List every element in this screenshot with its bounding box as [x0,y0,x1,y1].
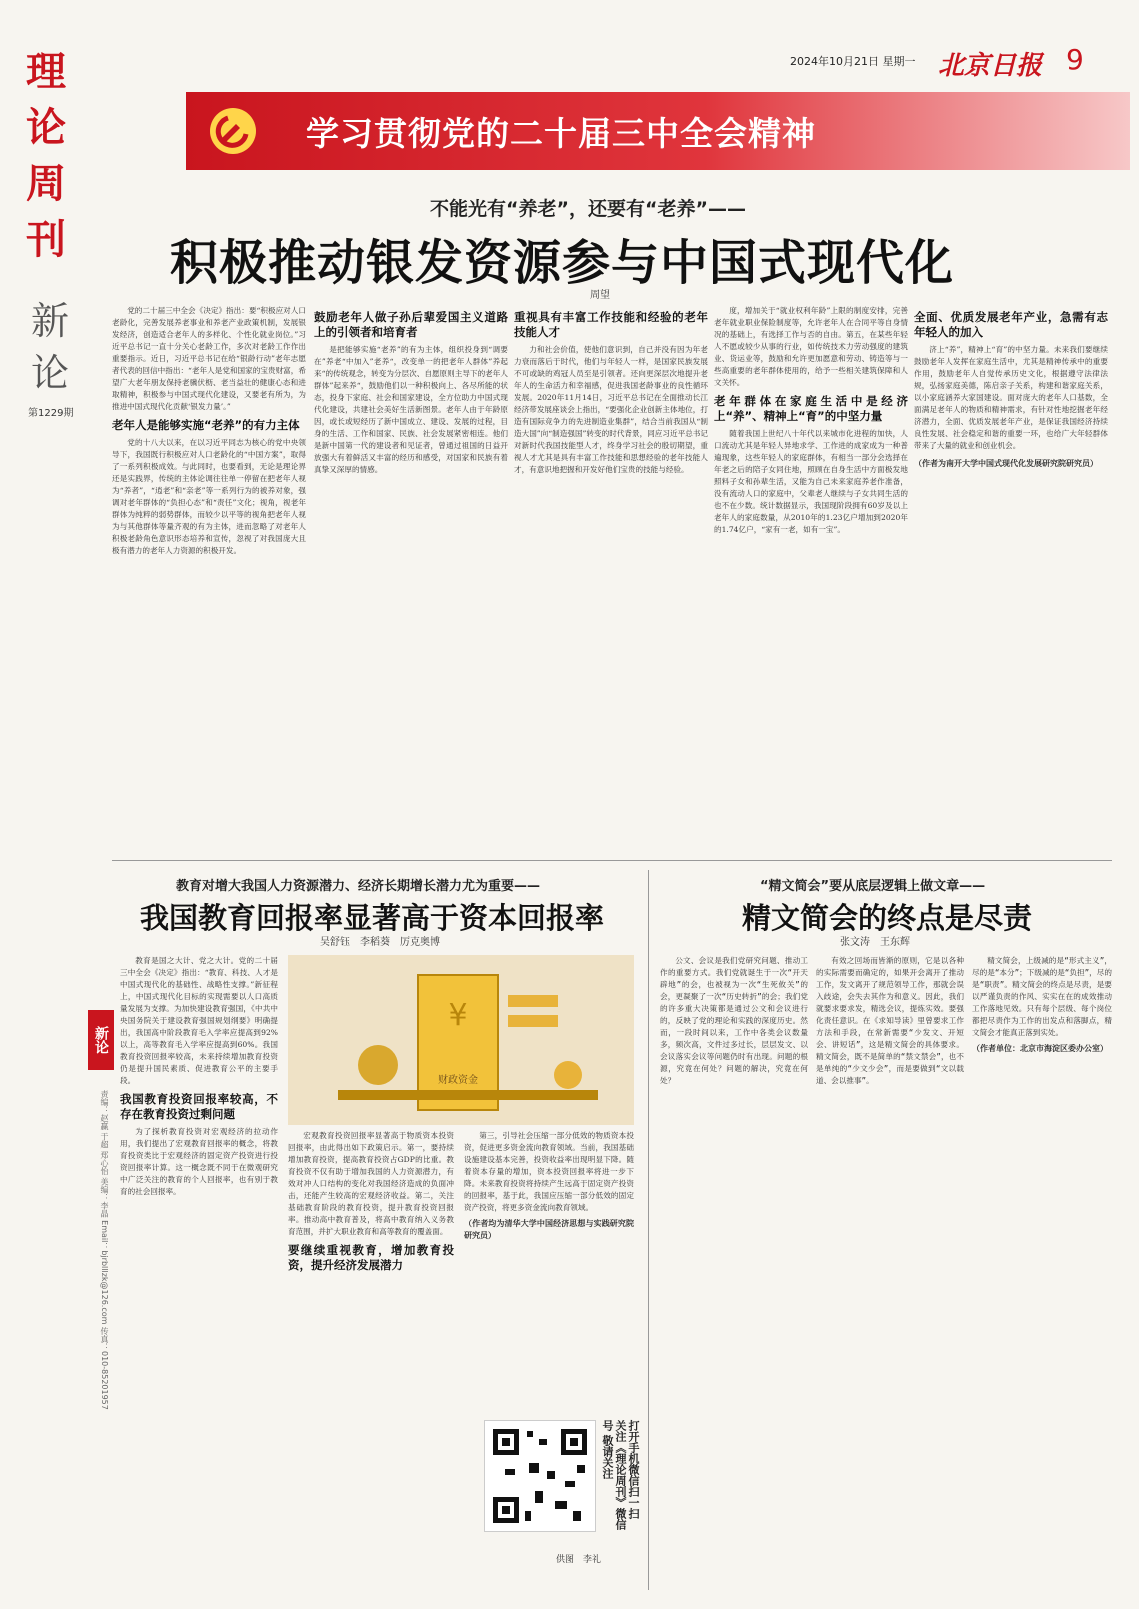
article1-column-1 [112,305,306,850]
article1-subheading: 老年人是能够实施“老养”的有力主体 [112,418,300,432]
divider-vertical [648,870,649,1590]
article1-paragraph: 是把能够实施“老养”的有为主体，组织投身到“调要在”养老“中加入”老养“，改变单一的把老年人群体”养起来“的传统观念，转变为分层次、自愿原则主导下的老年人群体”起来养“，鼓励他们以一种积极向上、各尽所能的状态，投身下家庭、社会和国家建设，全方位助力中国式现代化建设，共建社会美好生活新图景。老年人由于年龄原因，或长或短经历了新中国成立、建设、发展的过程，目身的生活、工作和国家、民族、社会发展紧密相连。他们是新中国第一代的建设者和见证者，曾通过祖国的日益开放强大有着鲜活又丰富的经历和感受，对国家和民族有着真挚又深厚的情感。 [314,345,508,474]
article1-paragraph: 济上“养”，精神上“育”的中坚力量。未来我们要继续鼓励老年人发挥在家庭生活中，尤其是精神传承中的重要作用，鼓励老年人自觉传承历史文化，根据遵守法律法规，弘扬家庭美德，陈启亲子关系，构建和谐家庭关系，以小家庭涵养大家国建设。面对庞大的老年人口基数，全面满足老年人的物质和精神需求，有针对性地挖掘老年经济潜力，全面、优质发展老年产业，是保证我国经济持续良性发展、社会稳定和谐的重要一环，也给广大年轻群体带来了大量的就业和创业机会。 [914,345,1108,450]
section-title-char: 刊 [26,216,66,263]
sidebar-badge: 新论 [88,1010,114,1070]
illustration-credit: 供图 李礼 [556,1555,602,1565]
article1-author-note: （作者为南开大学中国式现代化发展研究院研究员） [914,459,1098,468]
article1-paragraph: 党的十八大以来，在以习近平同志为核心的党中央领导下，我国既行积极应对人口老龄化的“中国方案”，取得了一系列积极成效。与此同时，也要看到，无论是理论界还是实践界，传统的主体论调往往单一停留在把老年人视为“养者”，“逍老”和“亲老”等一系列行为的被养对象，强调对老年群体的“负担心态”和“责任”文化；视角，视老年群体为纯粹的弱势群体，而较少以平等的视角把老年人视为与其他群体等量齐观的有为主体，进而忽略了对老年人积极老龄角色意识形态培养和宣传，忽视了对我国庞大且极有潜力的老年人力资源的积极开发。 [112,438,306,555]
article1-column-2 [314,305,508,850]
masthead-date: 2024年10月21日 星期一 [790,55,916,68]
article2-kicker: 教育对增大我国人力资源潜力、经济长期增长潜力尤为重要—— [176,879,541,894]
article1-headline: 积极推动银发资源参与中国式现代化 [170,235,955,291]
article3-column-3 [972,955,1112,1595]
sidebar [0,0,109,1609]
article2-column-2 [288,1130,454,1595]
article3-column-1 [660,955,808,1595]
masthead [740,45,1130,85]
qr-code[interactable] [484,1420,596,1532]
issue-number: 第1229期 [28,408,74,419]
article1-subheading: 重视具有丰富工作技能和经验的老年技能人才 [514,310,708,339]
subsection-title-char: 新 [30,299,69,343]
article3-author-note: （作者单位：北京市海淀区委办公室） [972,1044,1108,1053]
banner-title: 学习贯彻党的二十届三中全会精神 [306,114,816,153]
page-number: 9 [1066,43,1084,76]
divider-horizontal [112,860,1112,861]
article1-column-5 [914,305,1108,850]
section-title-char: 论 [26,104,66,151]
article1-column-4 [714,305,908,850]
article3-authors: 张文涛 王东辉 [840,937,910,948]
section-title-box [16,40,76,280]
article2-subheading: 我国教育投资回报率较高，不存在教育投资过剩问题 [120,1092,278,1121]
article3-headline: 精文简会的终点是尽责 [742,901,1033,935]
article1-author: 周望 [590,290,610,301]
article2-paragraph: 为了探析教育投资对宏观经济的拉动作用，我们提出了宏观教育回报率的概念，将教育投资类比于宏观经济的固定资产投资进行投资回报率计算。这一概念既不同于在微观研究中广泛关注的教育的个人回报率，也有别于教育的社会回报率。 [120,1127,278,1196]
article1-column-3 [514,305,708,850]
article2-paragraph: 教育是国之大计、党之大计。党的二十届三中全会《决定》指出：“教育、科技、人才是中国式现代化的基础性、战略性支撑。”新征程上，中国式现代化目标的实现需要以人口高质量发展为支撑。为加快建设教育强国，《中共中央国务院关于建设教育强国规划纲要》明确提出，我国高中阶段教育毛入学率应提高到92%以上，高等教育毛入学率应提高到60%。我国教育投资回报率较高，未来持续增加教育投资仍是提升国民素质、促进教育公平的主要手段。 [120,956,278,1085]
article1-subheading: 鼓励老年人做子孙后辈爱国主义道路上的引领者和培育者 [314,310,508,339]
editor-info: 责编：赵赢 于超 郑心怡 美编：李晶 Email：bjrblllzk@126.com 传真：010-85201957 [100,1090,109,1410]
article2-author-note: （作者均为清华大学中国经济思想与实践研究院研究员） [464,1219,634,1240]
article1-subheading: 全面、优质发展老年产业，急需有志年轻人的加入 [914,310,1108,339]
article1-subheading: 老年群体在家庭生活中是经济上“养”、精神上“育”的中坚力量 [714,394,908,423]
article1-paragraph: 党的二十届三中全会《决定》指出：要“积极应对人口老龄化，完善发展养老事业和养老产业政策机制，发展银发经济，创造适合老年人的多样化、个性化就业岗位。”习近平总书记一直十分关心老龄工作，多次对老龄工作作出重要指示。近日，习近平总书记在给“银龄行动”老年志愿者代表的回信中指出：“老年人是党和国家的宝贵财富，希望广大老年朋友保持老骥伏枥、老当益壮的健康心态和进取精神，积极参与中国式现代化建设，又要老有所为，为推进中国式现代化贡献‘银发力量’。” [112,306,306,411]
party-emblem-icon [208,106,258,156]
article1-paragraph: 随着我国上世纪八十年代以来城市化进程的加快，人口流动尤其是年轻人异地求学、工作进的成家成为一种普遍现象，这些年轻人的家庭群体，有相当一部分会选择在年老之后的陪子女同住地，照顾在自身生活中方面极发地照料子女和孙辈生活，又能为自己未来家庭养老作准备，没有流动人口的家庭中，父辈老人继续与子女共同生活的也不在少数。统计数据显示，我国现阶段拥有60岁及以上老年人的家庭数量，从2010年的1.23亿户增加到2020年的1.74亿户，“家有一老，如有一宝”。 [714,429,908,534]
article3-paragraph: 有效之回场而皆渐的原则，它是以各种的实际需要而确定的，如果开会离开了推动工作，发文离开了规范领导工作，那就会误入歧途，会失去其作为和意义。因此，我们就要求要求发，精选会议，提炼实效。要强化责任意识。在《求知导读》里曾要求工作方法和手段，在常新需要“少发文、开短会、讲短话”，这是精文简会的具体要求。精文简会，既不是简单的“禁文禁会”，也不是单纯的“少文少会”，而是要做到“文以载道、会以推事”。 [816,956,964,1085]
article2-paragraph: 宏观教育投资回报率显著高于物质资本投资回报率，由此得出如下政策启示。第一，要持续增加教育投资，提高教育投资占GDP的比重。教育投资不仅有助于增加我国的人力资源潜力，有效对冲人口结构的变化对我国经济造成的负面冲击，还能产生较高的宏观经济收益。第二，关注基础教育阶段的教育投资，提升教育投资回报率。推动高中教育普及，将高中教育纳入义务教育范围，并扩大职业教育和高等教育的覆盖面。 [288,1131,454,1236]
subsection-title-box [20,290,80,400]
paper-name: 北京日报 [938,51,1043,81]
article2-column-1 [120,955,278,1595]
article2-subheading: 要继续重视教育，增加教育投资，提升经济发展潜力 [288,1243,454,1272]
article1-paragraph: 力和社会价值，使他们意识到，自己并没有因为年老力衰而落后于时代，他们与年轻人一样，是国家民族发展不可或缺的鸡冠人员至是引领者。还向更深层次地提升老年人的生命活力和幸福感，促进我国老龄事业的良性循环发展。2020年11月14日，习近平总书记在全面推动长江经济带发展座谈会上指出，“要强化企业创新主体地位，打造有国际竞争力的先进制造业集群”，结合当前我国从“制造大国”向“制造强国”转变的时代背景，同应习近平总书记对新时代我国技能型人才，终身学习社会的殷切期望，重视人才尤其是具有丰富工作技能和思想经验的老年技能人才，有意识地把握和开发好他们宝贵的技能与经验。 [514,345,708,474]
banner [186,92,1130,170]
article3-paragraph: 精文简会，上级减的是“形式主义”，尽的是“本分”；下级减的是“负担”，尽的是“职责”。精文简会的终点是尽责，是要以严谨负责的作风、实实在在的成效推动工作落地见效。只有每个层级、每个岗位都把尽责作为工作的出发点和落脚点，精文简会才能真正落到实处。 [972,956,1112,1037]
qr-caption: 打开手机微信扫一扫 关注《理论周刊》微信号 敬请关注 [601,1420,640,1530]
article2-paragraph: 第三，引导社会压缩一部分低效的物质资本投资，促进更多资金流向教育领域。当前，我国基础设施建设基本完善，投资收益率出现明显下降。随着资本存量的增加，资本投资回报率将进一步下降。未来教育投资将持续产生远高于固定资产投资的回报率，基于此，我国应压缩一部分低效的固定资产投资，将更多资金流向教育领域。 [464,1131,634,1212]
chart-label: 财政资金 [438,1075,478,1086]
subsection-title-char: 论 [30,351,69,395]
illustration-coins [288,955,634,1125]
article3-kicker: “精文简会”要从底层逻辑上做文章—— [760,879,986,894]
article3-column-2 [816,955,964,1595]
article2-headline: 我国教育回报率显著高于资本回报率 [140,901,605,935]
article3-paragraph: 公文、会议是我们党研究问题、推动工作的重要方式。我们党就诞生于一次“开天辟地”的会，也被视为一次“生死攸关”的会，更凝聚了一次“历史转折”的会；我们党的许多重大决策都是通过公文和会议进行的，反映了党的理论和实践的深度历史。然而，一段时间以来，工作中各类会议数量多，频次高，文件过多过长，层层发文、以会议落实会议等问题仍时有出现。问题的根源，究竟在何处？问题的解决，究竟在何处？ [660,956,808,1085]
svg-text:¥: ¥ [448,998,468,1033]
article1-paragraph: 度，增加关于“就业权利年龄”上限的制度安排，完善老年就业职业保险制度等，允许老年人在合同平等自身情况的基础上，有选择工作与否的自由。第五，在某些年轻人不愿或较少从事的行业，如传统技术力劳动强度的建筑业、货运业等，鼓励和允许更加愿意和劳动、铸造等与一些高重要的老年群体使用的，给予一些相关建筑保障和人文关怀。 [714,306,908,387]
article2-authors: 吴舒钰 李稻葵 厉克奥博 [320,937,440,948]
article2-column-3 [464,1130,634,1410]
section-title-char: 周 [26,160,66,207]
article1-kicker: 不能光有“养老”，还要有“老养”—— [430,198,746,220]
section-title-char: 理 [26,48,66,95]
